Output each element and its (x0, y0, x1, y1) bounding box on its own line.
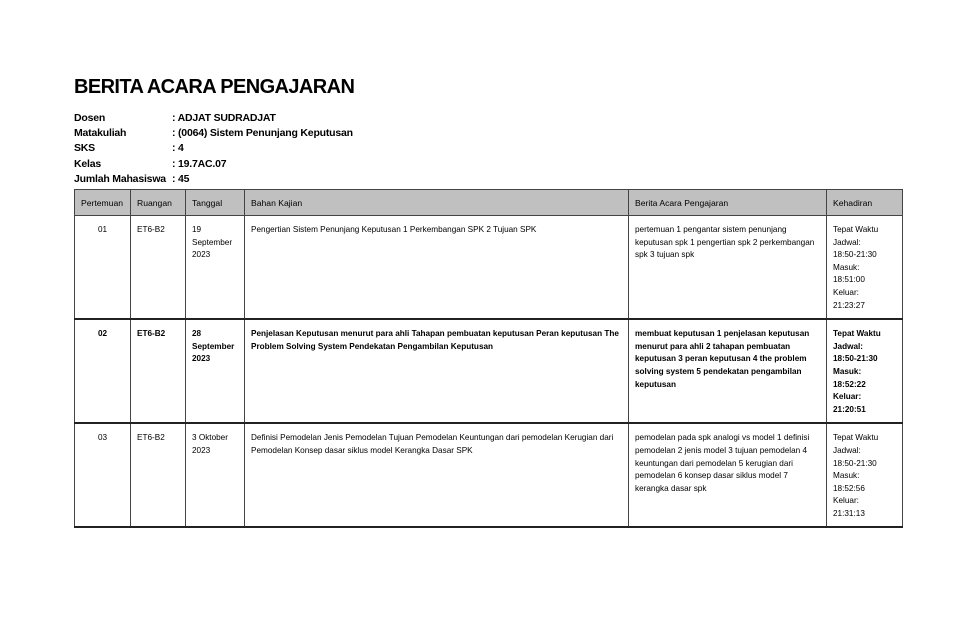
cell-pertemuan: 02 (75, 319, 131, 423)
attendance-schedule-label: Jadwal: (833, 237, 861, 247)
table-header-row (75, 190, 903, 216)
cell-kehadiran (827, 216, 903, 320)
attendance-status: Tepat Waktu (833, 329, 881, 339)
info-value: : 19.7AC.07 (172, 157, 227, 170)
header-berita-acara: Berita Acara Pengajaran (629, 190, 827, 216)
attendance-in-time: 18:52:22 (833, 379, 866, 389)
info-row-matakuliah (74, 126, 353, 141)
attendance-out-label: Keluar: (833, 287, 859, 297)
cell-bahan-kajian: Penjelasan Keputusan menurut para ahli Tahapan pembuatan keputusan Peran keputusan The Problem Solving System Pendekatan Pengambilan Keputusan (245, 319, 629, 423)
table-row (75, 319, 903, 423)
info-value: : 45 (172, 172, 190, 185)
cell-kehadiran (827, 319, 903, 423)
cell-bahan-kajian: Pengertian Sistem Penunjang Keputusan 1 Perkembangan SPK 2 Tujuan SPK (245, 216, 629, 320)
attendance-schedule: 18:50-21:30 (833, 354, 878, 364)
info-row-dosen (74, 111, 353, 126)
info-value: : ADJAT SUDRADJAT (172, 112, 276, 124)
cell-berita-acara: pertemuan 1 pengantar sistem penunjang keputusan spk 1 pengertian spk 2 perkembangan spk 3 tujuan spk (629, 216, 827, 320)
attendance-schedule-label: Jadwal: (833, 445, 861, 455)
cell-tanggal: 28 September 2023 (186, 319, 245, 423)
cell-pertemuan: 03 (75, 423, 131, 527)
attendance-status: Tepat Waktu (833, 433, 879, 443)
attendance-schedule: 18:50-21:30 (833, 250, 877, 260)
cell-bahan-kajian: Definisi Pemodelan Jenis Pemodelan Tujuan Pemodelan Keuntungan dari pemodelan Kerugian dari Pemodelan Konsep dasar siklus model Kerangka Dasar SPK (245, 423, 629, 527)
header-ruangan: Ruangan (131, 190, 186, 216)
attendance-in-time: 18:51:00 (833, 275, 865, 285)
attendance-in-time: 18:52:56 (833, 483, 865, 493)
attendance-in-label: Masuk: (833, 262, 860, 272)
lecture-info (74, 111, 353, 187)
header-pertemuan: Pertemuan (75, 190, 131, 216)
info-label: Dosen (74, 112, 106, 124)
info-row-kelas (74, 157, 353, 172)
table-row (75, 423, 903, 527)
cell-tanggal: 19 September 2023 (186, 216, 245, 320)
attendance-out-time: 21:23:27 (833, 300, 865, 310)
info-label: SKS (74, 142, 95, 155)
info-value: : (0064) Sistem Penunjang Keputusan (172, 127, 353, 140)
attendance-out-label: Keluar: (833, 496, 859, 506)
attendance-out-time: 21:31:13 (833, 508, 865, 518)
cell-berita-acara: membuat keputusan 1 penjelasan keputusan menurut para ahli 2 tahapan pembuatan keputusan 3 peran keputusan 4 the problem solving system 5 pendekatan pengambilan keputusan (629, 319, 827, 423)
attendance-schedule-label: Jadwal: (833, 341, 864, 351)
cell-ruangan: ET6-B2 (131, 319, 186, 423)
table-row (75, 216, 903, 320)
attendance-out-time: 21:20:51 (833, 404, 866, 414)
cell-kehadiran (827, 423, 903, 527)
cell-ruangan: ET6-B2 (131, 423, 186, 527)
header-tanggal: Tanggal (186, 190, 245, 216)
info-label: Kelas (74, 157, 102, 170)
attendance-in-label: Masuk: (833, 366, 862, 376)
attendance-status: Tepat Waktu (833, 225, 879, 234)
info-row-jumlah-mahasiswa (74, 172, 353, 187)
cell-pertemuan: 01 (75, 216, 131, 320)
attendance-out-label: Keluar: (833, 392, 862, 402)
cell-berita-acara: pemodelan pada spk analogi vs model 1 definisi pemodelan 2 jenis model 3 tujuan pemodelan 4 keuntungan dari pemodelan 5 kerugian dari pemodelan 6 konsep dasar siklus model 7 kerangka dasar spk (629, 423, 827, 527)
info-label: Matakuliah (74, 127, 127, 140)
header-kehadiran: Kehadiran (827, 190, 903, 216)
page-title: BERITA ACARA PENGAJARAN (74, 76, 355, 98)
teaching-record-table (74, 189, 903, 528)
cell-ruangan: ET6-B2 (131, 216, 186, 320)
info-row-sks (74, 141, 353, 156)
attendance-in-label: Masuk: (833, 471, 860, 481)
info-value: : 4 (172, 142, 184, 155)
attendance-schedule: 18:50-21:30 (833, 458, 877, 468)
header-bahan-kajian: Bahan Kajian (245, 190, 629, 216)
info-label: Jumlah Mahasiswa (74, 172, 166, 185)
cell-tanggal: 3 Oktober 2023 (186, 423, 245, 527)
